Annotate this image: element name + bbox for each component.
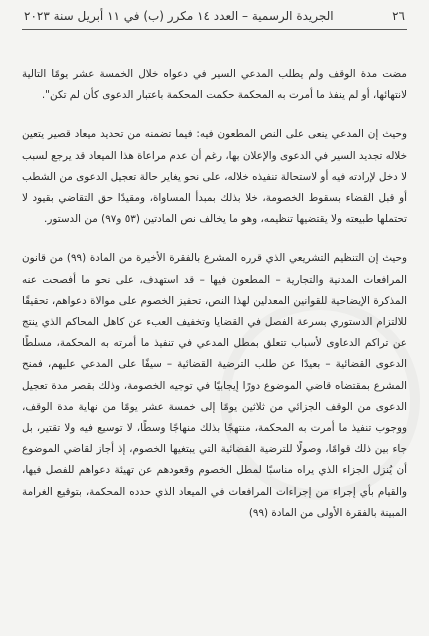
paragraph-2: وحيث إن المدعي ينعى على النص المطعون فيه: فيما تضمنه من تحديد ميعاد قصير يتعين خلاله تجديد السير في الدعوى والإعلان بها، رغم أن عدم مراعاة هذا الميعاد قد يرجع لسبب لا دخل لإرادته فيه أو لاستحالة تنفيذه خلاله، على نحو يغاير حالة تعجيل الدعوى من الشطب أو قبل القضاء بسقوط الخصومة، خلا بذلك بمبدأ المساواة، ومقيدًا حق التقاضي بقيود لا تحتملها طبيعته ولا يقتضيها تنظيمه، وهو ما يخالف نص المادتين (٥٣ و٩٧) من الدستور. <box>22 128 407 226</box>
paragraph-3: وحيث إن التنظيم التشريعي الذي قرره المشرع بالفقرة الأخيرة من المادة (٩٩) من قانون المرافعات المدنية والتجارية – المطعون فيها – قد استهدف، على نحو ما أفصحت عنه المذكرة الإيضاحية للقوانين المعدلين لهذا النص، تحفيز الخصوم على موالاة دعواهم، تحقيقًا للالتزام الدستوري بسرعة الفصل في القضايا وتخفيف العبء عن كاهل المحاكم الذي ينتج عن تراكم الدعاوى لأسباب تتعلق بمطل المدعي في تنفيذ ما أمرته به المحكمة، مسلطًا الدعوى القضائية – بعيدًا عن طلب الترضية القضائية – سيفًا على المدعي عليهم، فمنح المشرع بمقتضاه قاضي الموضوع دورًا إيجابيًا في توجيه الخصومة، وذلك بقصر مدة تعجيل الدعوى من الوقف الجزائي من ثلاثين يومًا إلى خمسة عشر يومًا من نهاية مدة الوقف، ووجوب تنفيذ ما أمرت به المحكمة، منتهجًا بذلك منهاجًا وسطًا، لا توسيع فيه ولا تقتير، بل جاء بين ذلك قوامًا، وصولًا للترضية القضائية التي يبتغيها الخصوم، إذ أجاز لقاضي الموضوع أن يُنزل الجزاء الذي يراه مناسبًا لمطل الخصوم وقعودهم عن تهيئة دعواهم للفصل فيها، والقيام بأي إجراء من إجراءات المرافعات في الميعاد الذي حدده المحكمة، بتوقيع الغرامة المبينة بالفقرة الأولى من المادة (٩٩) <box>22 252 407 519</box>
gazette-title: الجريدة الرسمية – العدد ١٤ مكرر (ب) في ١١ أبريل سنة ٢٠٢٣ <box>24 9 334 23</box>
paragraph-1: مضت مدة الوقف ولم يطلب المدعي السير في دعواه خلال الخمسة عشر يومًا التالية لانتهائها، أو لم ينفذ ما أمرت به المحكمة حكمت المحكمة باعتبار الدعوى كأن لم تكن". <box>22 68 407 102</box>
document-body <box>22 64 407 542</box>
page-header <box>24 6 405 26</box>
page-number: ٢٦ <box>392 9 405 23</box>
header-divider <box>22 29 407 30</box>
